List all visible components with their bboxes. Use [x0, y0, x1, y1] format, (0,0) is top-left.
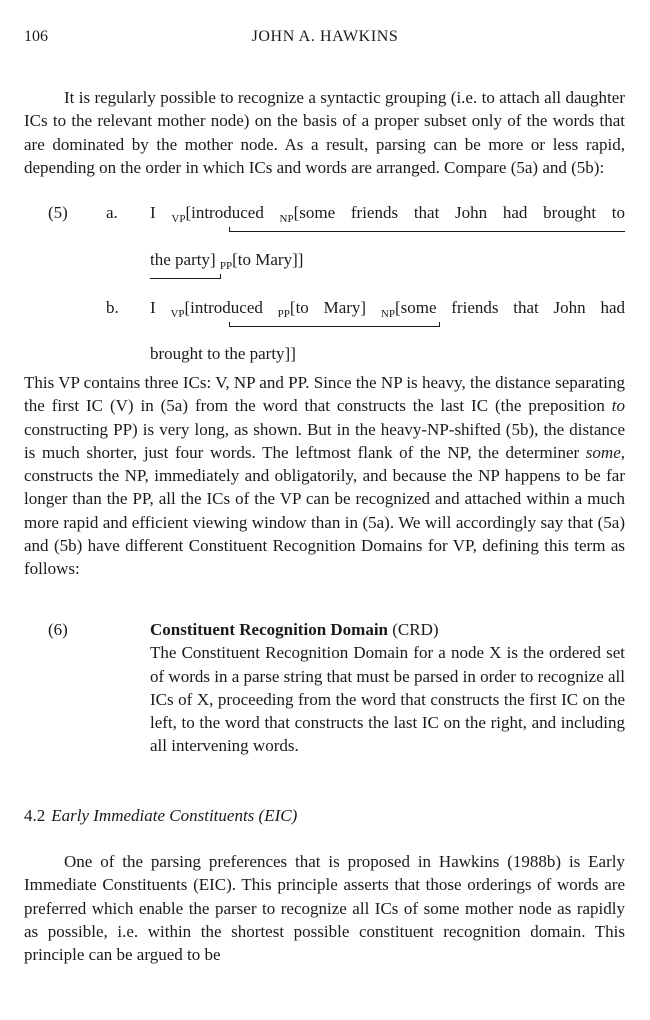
crd-bracket-5a-part-1: [229, 227, 625, 232]
emphasis-some: some: [585, 442, 621, 462]
emphasis-to: to: [611, 396, 625, 416]
crd-bracket-5b: [229, 322, 440, 327]
example-5b-line-2: brought to the party]]: [150, 344, 296, 363]
page-header: [24, 28, 626, 50]
example-5b-line-1: I $_{VP}$[introduced $_{PP}$[to Mary] $_{NP}$[some friends that John had: [150, 298, 625, 320]
example-5-number: (5): [48, 203, 68, 222]
np-subscript: NP: [279, 213, 294, 225]
vp-subscript: VP: [171, 213, 186, 225]
definition-abbrev: (CRD): [388, 620, 439, 639]
paragraph-intro: It is regularly possible to recognize a syntactic grouping (i.e. to attach all daughter ICs to the relevant mother node) on the basis of a proper subset only of the words that are dominated by the mother node. As a result, parsing can be more or less rapid, depending on the order in which ICs and words are arranged. Compare (5a) and (5b):: [24, 88, 625, 177]
example-5a-line-2: the party] $_{PP}$[to Mary]]: [150, 250, 304, 272]
example-5a-line-1: I $_{VP}$[introduced $_{NP}$[some friends that John had brought to: [150, 203, 625, 225]
example-5b-label: b.: [106, 298, 119, 317]
definition-term: Constituent Recognition Domain: [150, 620, 389, 639]
example-5a-label: a.: [106, 203, 118, 222]
np-subscript: NP: [380, 308, 395, 320]
section-title: Early Immediate Constituents (EIC): [51, 806, 298, 825]
paragraph-eic: One of the parsing preferences that is proposed in Hawkins (1988b) is Early Immediate Constituents (EIC). This principle asserts that those orderings of words are preferred which enable the parser to recognize all ICs of some mother node as rapidly as possible, i.e. within the shortest possible constituent recognition domain. This principle can be argued to be: [24, 852, 625, 965]
section-number: 4.2: [24, 806, 46, 825]
running-head: JOHN A. HAWKINS: [251, 28, 399, 45]
pp-subscript: PP: [219, 260, 233, 272]
vp-subscript: VP: [170, 308, 185, 320]
definition-6: [150, 618, 625, 758]
crd-bracket-5a-part-2: [150, 274, 221, 279]
paragraph-discussion: This VP contains three ICs: V, NP and PP. Since the NP is heavy, the distance separating the first IC (V) in (5a) from the word that constructs the last IC (the preposition to constructing PP) is very long, as shown. But in the heavy-NP-shifted (5b), the distance is much shorter, just four words. The leftmost flank of the NP, the determiner some, constructs the NP, immediately and obligatorily, and because the NP happens to be far longer than the PP, all the ICs of the VP can be recognized and attached within a much more rapid and efficient viewing window than in (5a). We will accordingly say that (5a) and (5b) have different Constituent Recognition Domains for VP, defining this term as follows:: [24, 373, 625, 579]
section-heading: [24, 804, 297, 827]
page-number: 106: [24, 28, 48, 45]
definition-6-number: (6): [48, 620, 68, 639]
pp-subscript: PP: [277, 308, 290, 320]
definition-text: The Constituent Recognition Domain for a node X is the ordered set of words in a parse string that must be parsed in order to recognize all ICs of X, proceeding from the word that constructs the first IC on the left, to the word that constructs the last IC on the right, and including all intervening words.: [150, 643, 625, 756]
